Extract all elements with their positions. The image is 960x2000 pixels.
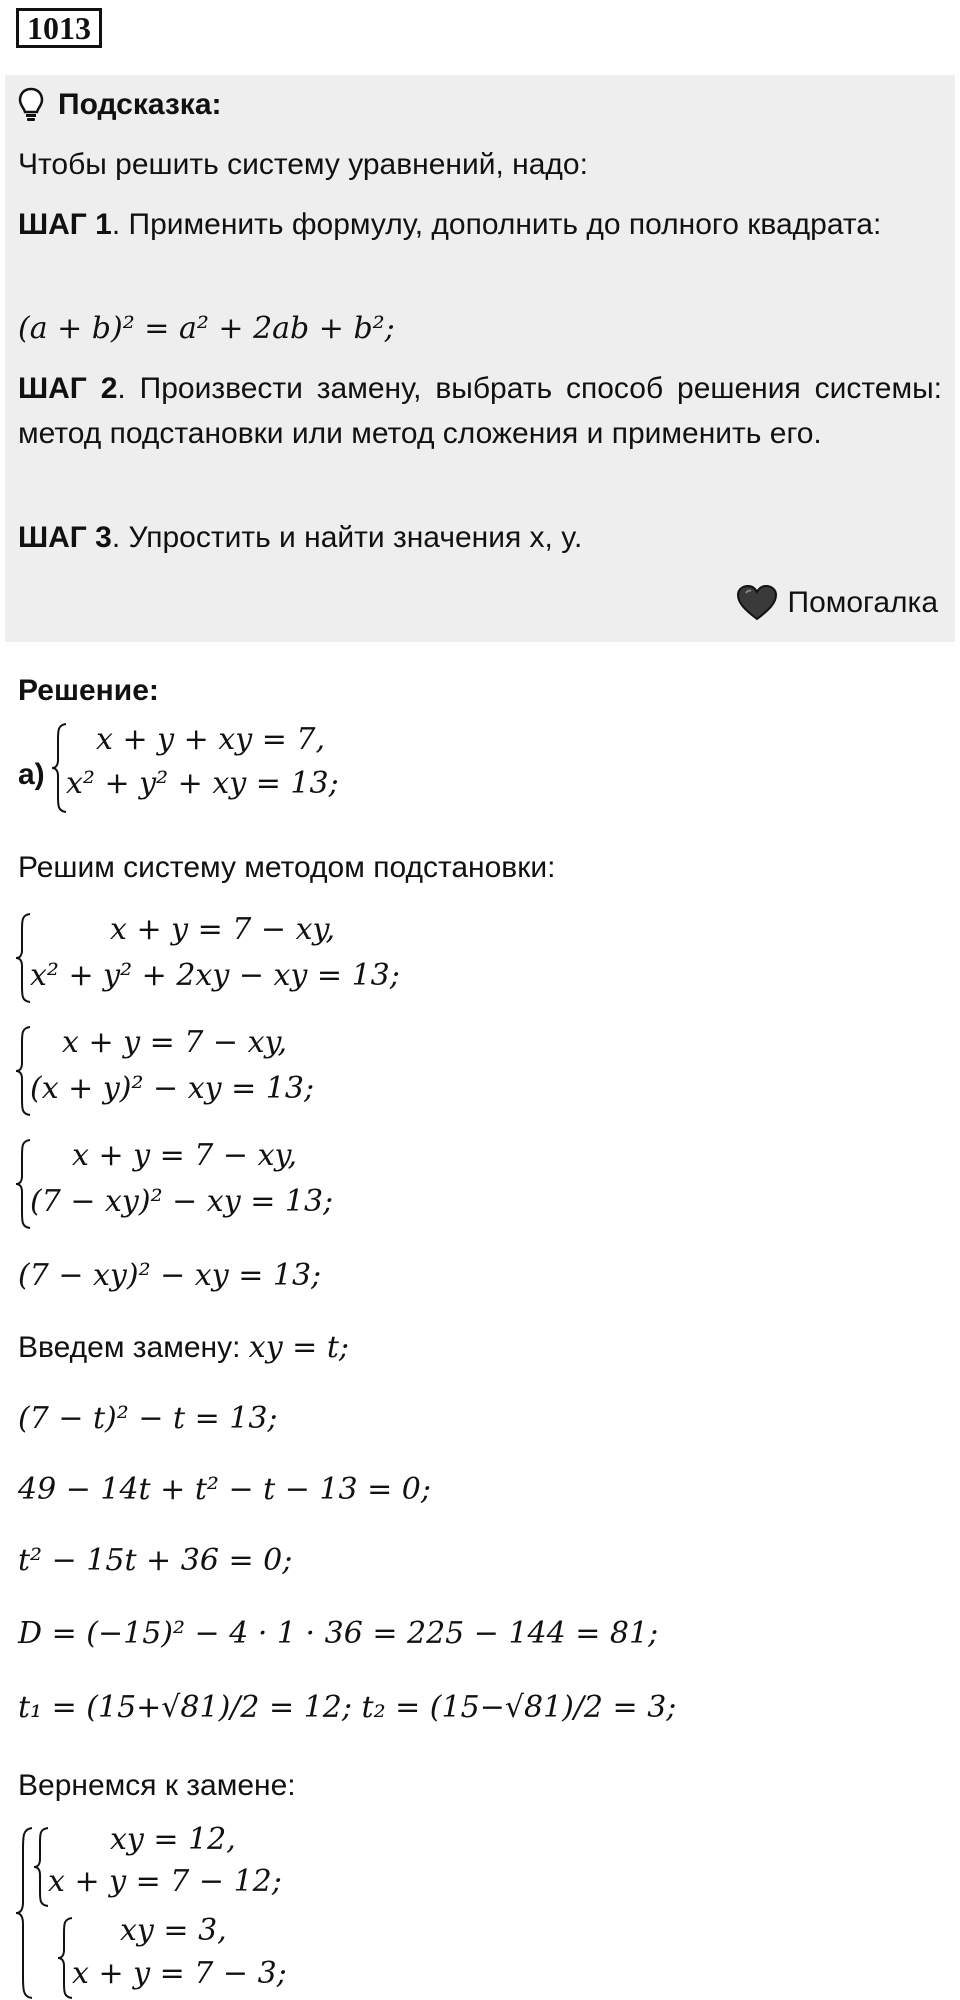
step2-label: ШАГ 2 <box>18 372 118 405</box>
step2-text: . Произвести замену, выбрать способ решения системы: метод подстановки или метод сложения и применить его. <box>18 372 942 450</box>
equation-4: t² − 15t + 36 = 0; <box>18 1543 293 1578</box>
system-a-line1: x + y + xy = 7, <box>96 722 325 757</box>
equation-1: (7 − xy)² − xy = 13; <box>18 1258 322 1293</box>
hint-step2 <box>18 366 942 456</box>
equation-5: D = (−15)² − 4 · 1 · 36 = 225 − 144 = 81; <box>18 1616 659 1651</box>
system-4a-line2: x + y = 7 − 12; <box>48 1864 282 1899</box>
system-1-line2: x² + y² + 2xy − xy = 13; <box>30 958 400 993</box>
helper-label: Помогалка <box>787 586 938 619</box>
step3-text: . Упростить и найти значения x, y. <box>111 521 583 554</box>
substitution-line <box>18 1325 942 1370</box>
solution-title: Решение: <box>18 674 159 707</box>
system-a-line2: x² + y² + xy = 13; <box>66 766 339 801</box>
equation-3: 49 − 14t + t² − t − 13 = 0; <box>18 1472 431 1507</box>
step1-text: . Применить формулу, дополнить до полного квадрата: <box>111 208 882 241</box>
hint-step1 <box>18 202 942 247</box>
system-4b-line2: x + y = 7 − 3; <box>72 1956 287 1991</box>
lightbulb-icon <box>18 87 44 123</box>
system-2-line1: x + y = 7 − xy, <box>62 1025 287 1060</box>
substitution-text: Введем замену: <box>18 1331 241 1364</box>
system-1-line1: x + y = 7 − xy, <box>110 912 335 947</box>
hint-title: Подсказка: <box>58 88 222 121</box>
system-2-line2: (x + y)² − xy = 13; <box>30 1071 315 1106</box>
hint-formula: (a + b)² = a² + 2ab + b²; <box>18 311 395 346</box>
hint-header <box>18 80 222 130</box>
method-text: Решим систему методом подстановки: <box>18 851 556 884</box>
hint-step3 <box>18 515 942 560</box>
heart-icon <box>736 584 778 622</box>
equation-2: (7 − t)² − t = 13; <box>18 1401 278 1436</box>
helper-link[interactable] <box>736 578 939 628</box>
part-a-label: а) <box>18 758 45 791</box>
system-3-line2: (7 − xy)² − xy = 13; <box>30 1184 334 1219</box>
step1-label: ШАГ 1 <box>18 208 112 241</box>
roots-line: t₁ = (15+√81)/2 = 12; t₂ = (15−√81)/2 = 3; <box>18 1690 677 1725</box>
system-3-line1: x + y = 7 − xy, <box>72 1138 297 1173</box>
step3-label: ШАГ 3 <box>18 521 112 554</box>
problem-number: 1013 <box>16 8 102 48</box>
substitution-math: xy = t; <box>248 1330 350 1365</box>
system-4a-line1: xy = 12, <box>110 1822 236 1857</box>
hint-intro: Чтобы решить систему уравнений, надо: <box>18 148 588 181</box>
outer-brace-icon <box>14 1826 34 2000</box>
system-4b-line1: xy = 3, <box>120 1913 227 1948</box>
return-text: Вернемся к замене: <box>18 1769 296 1802</box>
